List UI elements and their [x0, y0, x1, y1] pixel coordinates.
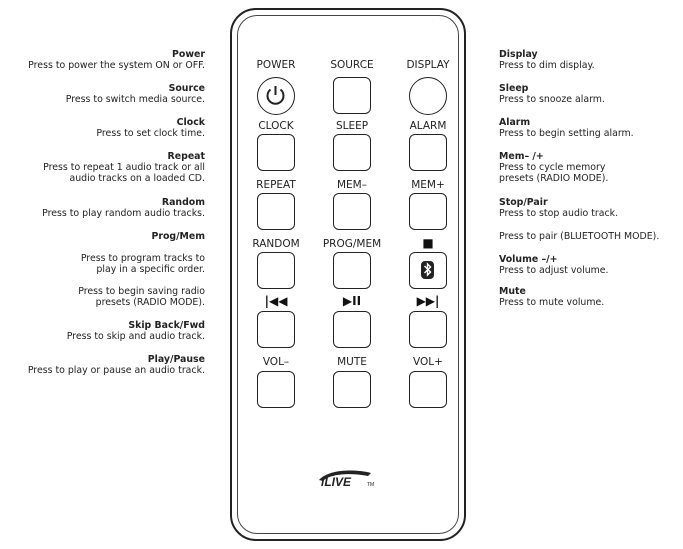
repeat-label: REPEAT	[256, 179, 296, 191]
desc-title: Sleep	[499, 83, 529, 94]
desc-line: Press to program tracks to	[80, 253, 205, 264]
desc-title: Clock	[176, 117, 205, 128]
desc-title: Mute	[499, 286, 526, 297]
source-description	[0, 83, 205, 105]
prog-mem-button[interactable]	[333, 252, 371, 289]
desc-line: Press to skip and audio track.	[66, 331, 205, 343]
desc-line: Press to play or pause an audio track.	[27, 365, 205, 377]
volume-description	[499, 254, 683, 276]
display-description	[499, 49, 683, 71]
skip-description	[0, 320, 205, 342]
desc-title: Power	[172, 49, 205, 60]
power-description	[0, 49, 205, 71]
stop-pair-button[interactable]	[409, 252, 447, 289]
skip-forward-icon: ▶▶|	[416, 294, 440, 308]
desc-title: Random	[161, 197, 205, 208]
desc-line: Press to snooze alarm.	[499, 94, 605, 106]
mute-description	[499, 286, 683, 308]
mem-minus-label: MEM–	[336, 179, 367, 191]
pair-description	[499, 231, 683, 242]
vol-plus-label: VOL+	[413, 356, 443, 368]
prog-mem-radio-description	[0, 286, 205, 308]
mute-label: MUTE	[337, 356, 367, 368]
skip-back-icon: |◀◀	[264, 294, 288, 308]
desc-line: Press to repeat 1 audio track or all	[43, 162, 205, 174]
ilive-logo	[315, 465, 385, 495]
alarm-label: ALARM	[409, 120, 447, 132]
desc-line: play in a specific order.	[96, 264, 205, 276]
desc-title: Source	[168, 83, 205, 94]
desc-title: Stop/Pair	[499, 197, 548, 208]
desc-line: Press to begin saving radio	[78, 286, 205, 297]
desc-title: Display	[499, 49, 538, 60]
desc-line: Press to switch media source.	[65, 94, 205, 106]
display-label: DISPLAY	[406, 59, 450, 71]
desc-line: Press to stop audio track.	[499, 208, 619, 220]
desc-line: Press to adjust volume.	[499, 265, 609, 277]
bluetooth-icon	[410, 253, 445, 287]
prog-mem-label: PROG/MEM	[322, 238, 382, 250]
random-description	[0, 197, 205, 219]
vol-minus-label: VOL–	[262, 356, 290, 368]
svg-text:TM: TM	[367, 482, 375, 488]
desc-line: audio tracks on a loaded CD.	[69, 173, 205, 185]
desc-line: Press to set clock time.	[96, 128, 205, 140]
mem-plus-button[interactable]	[409, 193, 447, 230]
desc-line: Press to power the system ON or OFF.	[28, 60, 205, 72]
desc-title: Alarm	[499, 117, 531, 128]
skip-forward-button[interactable]	[409, 311, 447, 348]
clock-label: CLOCK	[258, 120, 294, 132]
svg-text:iLIVE: iLIVE	[321, 475, 352, 489]
display-button[interactable]	[409, 77, 447, 115]
prog-mem-description	[0, 231, 205, 242]
desc-line: presets (RADIO MODE).	[95, 297, 205, 309]
vol-plus-button[interactable]	[409, 371, 447, 408]
clock-button[interactable]	[257, 134, 295, 171]
desc-line: Press to play random audio tracks.	[42, 208, 205, 220]
desc-title: Play/Pause	[147, 354, 205, 365]
stop-icon: ■	[422, 236, 434, 250]
mem-plus-label: MEM+	[411, 179, 445, 191]
desc-title: Mem– /+	[499, 151, 544, 162]
random-button[interactable]	[257, 252, 295, 289]
repeat-button[interactable]	[257, 193, 295, 230]
skip-back-button[interactable]	[257, 311, 295, 348]
desc-line: Press to pair (BLUETOOTH MODE).	[499, 231, 660, 242]
sleep-description	[499, 83, 683, 105]
prog-mem-program-description	[0, 253, 205, 275]
random-label: RANDOM	[252, 238, 300, 250]
repeat-description	[0, 151, 205, 185]
clock-description	[0, 117, 205, 139]
desc-line: Press to dim display.	[499, 60, 595, 72]
sleep-button[interactable]	[333, 134, 371, 171]
vol-minus-button[interactable]	[257, 371, 295, 408]
mem-minus-button[interactable]	[333, 193, 371, 230]
desc-line: Press to begin setting alarm.	[499, 128, 634, 140]
play-pause-button[interactable]	[333, 311, 371, 348]
mute-button[interactable]	[333, 371, 371, 408]
power-label: POWER	[256, 59, 296, 71]
source-button[interactable]	[333, 77, 371, 114]
desc-title: Repeat	[167, 151, 205, 162]
sleep-label: SLEEP	[335, 120, 369, 132]
play-pause-description	[0, 354, 205, 376]
desc-title: Skip Back/Fwd	[128, 320, 205, 331]
source-label: SOURCE	[330, 59, 374, 71]
power-button[interactable]	[257, 77, 295, 115]
alarm-description	[499, 117, 683, 139]
mem-description	[499, 151, 683, 185]
play-pause-icon: ▶II	[342, 294, 362, 308]
desc-line: Press to cycle memory	[499, 162, 606, 174]
desc-title: Prog/Mem	[151, 231, 205, 242]
desc-line: presets (RADIO MODE).	[499, 173, 609, 185]
alarm-button[interactable]	[409, 134, 447, 171]
desc-title: Volume –/+	[499, 254, 558, 265]
power-icon	[258, 78, 293, 113]
stop-pair-description	[499, 197, 683, 219]
desc-line: Press to mute volume.	[499, 297, 605, 309]
